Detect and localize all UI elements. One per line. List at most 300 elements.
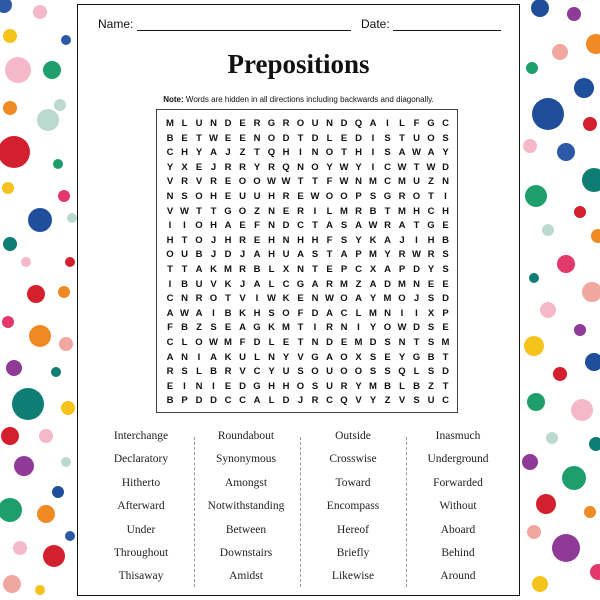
- grid-letter[interactable]: N: [181, 351, 188, 363]
- grid-letter[interactable]: I: [255, 293, 259, 305]
- grid-letter[interactable]: L: [355, 307, 362, 319]
- grid-letter[interactable]: S: [369, 191, 377, 202]
- grid-letter[interactable]: F: [254, 220, 260, 232]
- grid-letter[interactable]: D: [413, 264, 420, 275]
- grid-letter[interactable]: X: [282, 264, 290, 275]
- grid-letter[interactable]: H: [181, 147, 188, 159]
- grid-letter[interactable]: K: [369, 234, 377, 246]
- grid-letter[interactable]: O: [195, 191, 203, 202]
- grid-letter[interactable]: H: [442, 205, 449, 217]
- grid-letter[interactable]: Y: [166, 161, 174, 173]
- grid-letter[interactable]: T: [225, 293, 231, 305]
- grid-letter[interactable]: L: [268, 337, 275, 348]
- grid-letter[interactable]: I: [313, 322, 317, 334]
- grid-letter[interactable]: Y: [369, 395, 377, 407]
- grid-letter[interactable]: B: [210, 366, 217, 378]
- grid-letter[interactable]: S: [384, 337, 391, 348]
- grid-letter[interactable]: H: [427, 234, 435, 246]
- grid-letter[interactable]: S: [181, 191, 188, 202]
- grid-letter[interactable]: F: [413, 118, 420, 129]
- grid-letter[interactable]: C: [166, 147, 174, 159]
- grid-letter[interactable]: D: [311, 132, 319, 144]
- grid-letter[interactable]: M: [282, 322, 290, 334]
- grid-letter[interactable]: A: [340, 249, 348, 261]
- grid-letter[interactable]: A: [195, 264, 203, 275]
- grid-letter[interactable]: Z: [239, 147, 246, 159]
- grid-letter[interactable]: S: [384, 132, 391, 144]
- grid-letter[interactable]: R: [355, 205, 362, 217]
- grid-letter[interactable]: L: [268, 395, 275, 407]
- grid-letter[interactable]: E: [224, 191, 232, 202]
- grid-letter[interactable]: C: [239, 395, 246, 407]
- grid-letter[interactable]: R: [239, 234, 246, 246]
- grid-letter[interactable]: M: [166, 118, 174, 129]
- grid-letter[interactable]: V: [297, 351, 304, 363]
- grid-letter[interactable]: W: [426, 161, 436, 173]
- grid-letter[interactable]: S: [369, 366, 377, 378]
- grid-letter[interactable]: A: [355, 293, 362, 305]
- grid-letter[interactable]: O: [383, 322, 392, 334]
- grid-letter[interactable]: A: [326, 351, 333, 363]
- grid-letter[interactable]: E: [282, 337, 290, 348]
- grid-letter[interactable]: V: [355, 395, 362, 407]
- grid-letter[interactable]: Y: [398, 351, 406, 363]
- grid-letter[interactable]: I: [183, 380, 186, 392]
- grid-letter[interactable]: Y: [355, 234, 362, 246]
- grid-letter[interactable]: Y: [195, 147, 203, 159]
- grid-letter[interactable]: N: [268, 220, 275, 232]
- grid-letter[interactable]: W: [412, 249, 421, 261]
- grid-letter[interactable]: C: [253, 366, 261, 378]
- grid-letter[interactable]: Y: [253, 161, 261, 173]
- grid-letter[interactable]: U: [311, 118, 319, 129]
- grid-letter[interactable]: T: [210, 205, 217, 217]
- grid-letter[interactable]: T: [312, 176, 318, 188]
- grid-letter[interactable]: N: [195, 380, 203, 392]
- grid-letter[interactable]: T: [297, 176, 304, 188]
- grid-letter[interactable]: K: [224, 278, 232, 290]
- grid-letter[interactable]: E: [297, 293, 304, 305]
- grid-letter[interactable]: E: [224, 322, 232, 334]
- grid-letter[interactable]: T: [413, 161, 420, 173]
- grid-letter[interactable]: W: [397, 161, 407, 173]
- grid-letter[interactable]: V: [210, 278, 217, 290]
- grid-letter[interactable]: S: [427, 293, 435, 305]
- grid-letter[interactable]: L: [399, 118, 405, 129]
- grid-letter[interactable]: R: [268, 161, 275, 173]
- grid-letter[interactable]: W: [339, 161, 349, 173]
- grid-letter[interactable]: W: [180, 205, 189, 217]
- grid-letter[interactable]: Y: [384, 249, 391, 261]
- grid-letter[interactable]: C: [384, 176, 391, 188]
- grid-letter[interactable]: A: [297, 249, 304, 261]
- grid-letter[interactable]: N: [297, 161, 304, 173]
- grid-letter[interactable]: J: [210, 249, 217, 261]
- grid-letter[interactable]: A: [210, 351, 217, 363]
- grid-letter[interactable]: Z: [355, 278, 362, 290]
- date-field[interactable]: [361, 17, 501, 31]
- grid-letter[interactable]: D: [253, 337, 261, 348]
- grid-letter[interactable]: U: [282, 249, 290, 261]
- grid-letter[interactable]: B: [442, 234, 449, 246]
- grid-letter[interactable]: V: [166, 176, 174, 188]
- grid-letter[interactable]: T: [297, 322, 304, 334]
- grid-letter[interactable]: A: [398, 147, 406, 159]
- grid-letter[interactable]: L: [268, 264, 275, 275]
- grid-letter[interactable]: E: [195, 161, 203, 173]
- grid-letter[interactable]: G: [427, 220, 435, 232]
- grid-letter[interactable]: L: [413, 366, 420, 378]
- grid-letter[interactable]: J: [225, 147, 231, 159]
- grid-letter[interactable]: Q: [282, 161, 290, 173]
- grid-letter[interactable]: O: [267, 132, 276, 144]
- grid-letter[interactable]: Z: [196, 322, 202, 334]
- grid-letter[interactable]: W: [281, 176, 291, 188]
- grid-letter[interactable]: F: [326, 234, 333, 246]
- grid-letter[interactable]: N: [311, 293, 319, 305]
- grid-letter[interactable]: H: [253, 307, 261, 319]
- grid-letter[interactable]: T: [384, 205, 391, 217]
- grid-letter[interactable]: E: [427, 278, 435, 290]
- grid-letter[interactable]: B: [166, 395, 174, 407]
- grid-letter[interactable]: Z: [428, 380, 434, 392]
- grid-letter[interactable]: I: [357, 322, 360, 334]
- grid-letter[interactable]: E: [166, 380, 174, 392]
- grid-letter[interactable]: H: [268, 191, 275, 202]
- grid-letter[interactable]: O: [311, 366, 319, 378]
- grid-letter[interactable]: D: [311, 307, 319, 319]
- grid-letter[interactable]: S: [268, 307, 275, 319]
- grid-letter[interactable]: R: [326, 322, 333, 334]
- grid-letter[interactable]: T: [196, 132, 202, 144]
- grid-letter[interactable]: O: [325, 147, 334, 159]
- grid-letter[interactable]: V: [166, 205, 174, 217]
- grid-letter[interactable]: H: [224, 234, 232, 246]
- grid-letter[interactable]: P: [181, 395, 188, 407]
- grid-letter[interactable]: R: [398, 191, 406, 202]
- grid-letter[interactable]: S: [442, 264, 449, 275]
- grid-letter[interactable]: S: [384, 147, 391, 159]
- grid-letter[interactable]: T: [167, 264, 173, 275]
- grid-letter[interactable]: N: [355, 176, 362, 188]
- grid-letter[interactable]: A: [253, 395, 261, 407]
- grid-letter[interactable]: O: [195, 337, 203, 348]
- grid-letter[interactable]: Z: [428, 176, 434, 188]
- grid-letter[interactable]: P: [355, 191, 362, 202]
- grid-letter[interactable]: B: [224, 307, 232, 319]
- grid-letter[interactable]: U: [413, 132, 420, 144]
- grid-letter[interactable]: H: [268, 380, 275, 392]
- grid-letter[interactable]: I: [212, 380, 215, 392]
- grid-letter[interactable]: R: [297, 205, 304, 217]
- grid-letter[interactable]: K: [268, 322, 275, 334]
- grid-letter[interactable]: C: [384, 161, 391, 173]
- grid-letter[interactable]: E: [297, 191, 304, 202]
- grid-letter[interactable]: J: [210, 161, 217, 173]
- grid-letter[interactable]: N: [297, 264, 304, 275]
- grid-letter[interactable]: D: [282, 395, 290, 407]
- grid-letter[interactable]: L: [268, 278, 275, 290]
- grid-letter[interactable]: A: [224, 220, 232, 232]
- grid-letter[interactable]: L: [326, 132, 333, 144]
- grid-letter[interactable]: G: [383, 191, 392, 202]
- grid-letter[interactable]: N: [268, 351, 275, 363]
- grid-letter[interactable]: I: [415, 307, 418, 319]
- grid-letter[interactable]: L: [181, 118, 188, 129]
- grid-letter[interactable]: S: [297, 366, 304, 378]
- grid-letter[interactable]: A: [384, 264, 391, 275]
- grid-letter[interactable]: W: [310, 191, 320, 202]
- grid-letter[interactable]: N: [166, 191, 174, 202]
- grid-letter[interactable]: U: [195, 278, 203, 290]
- grid-letter[interactable]: E: [224, 132, 232, 144]
- grid-letter[interactable]: T: [297, 337, 304, 348]
- grid-letter[interactable]: X: [355, 351, 362, 363]
- grid-letter[interactable]: W: [209, 337, 218, 348]
- grid-letter[interactable]: O: [282, 307, 290, 319]
- grid-letter[interactable]: N: [210, 118, 217, 129]
- grid-letter[interactable]: H: [297, 234, 304, 246]
- grid-letter[interactable]: M: [398, 205, 406, 217]
- grid-letter[interactable]: O: [340, 366, 348, 378]
- grid-letter[interactable]: M: [369, 249, 377, 261]
- grid-letter[interactable]: I: [400, 307, 404, 319]
- grid-letter[interactable]: U: [195, 118, 203, 129]
- grid-letter[interactable]: Q: [267, 147, 276, 159]
- grid-letter[interactable]: F: [297, 307, 304, 319]
- grid-letter[interactable]: R: [427, 249, 435, 261]
- grid-letter[interactable]: T: [413, 220, 420, 232]
- grid-letter[interactable]: O: [412, 191, 421, 202]
- grid-letter[interactable]: K: [282, 293, 290, 305]
- grid-letter[interactable]: I: [197, 351, 201, 363]
- grid-letter[interactable]: R: [326, 278, 333, 290]
- grid-letter[interactable]: X: [181, 161, 188, 173]
- grid-letter[interactable]: A: [427, 147, 435, 159]
- grid-letter[interactable]: G: [311, 351, 319, 363]
- grid-letter[interactable]: N: [311, 337, 319, 348]
- grid-letter[interactable]: H: [413, 205, 420, 217]
- grid-letter[interactable]: M: [383, 293, 392, 305]
- grid-letter[interactable]: S: [181, 366, 188, 378]
- grid-letter[interactable]: E: [340, 337, 348, 348]
- grid-letter[interactable]: D: [355, 132, 362, 144]
- grid-letter[interactable]: S: [384, 366, 391, 378]
- grid-letter[interactable]: M: [369, 380, 377, 392]
- grid-letter[interactable]: A: [326, 220, 333, 232]
- grid-letter[interactable]: D: [413, 322, 420, 334]
- grid-letter[interactable]: D: [369, 337, 377, 348]
- grid-letter[interactable]: A: [166, 307, 174, 319]
- grid-letter[interactable]: L: [181, 337, 188, 348]
- grid-letter[interactable]: A: [384, 234, 391, 246]
- grid-letter[interactable]: A: [311, 278, 319, 290]
- grid-letter[interactable]: R: [282, 191, 290, 202]
- grid-letter[interactable]: M: [340, 205, 348, 217]
- grid-letter[interactable]: O: [195, 220, 203, 232]
- grid-letter[interactable]: K: [224, 351, 232, 363]
- grid-letter[interactable]: T: [312, 220, 318, 232]
- grid-letter[interactable]: R: [398, 249, 406, 261]
- grid-letter[interactable]: S: [427, 322, 435, 334]
- grid-letter[interactable]: L: [196, 366, 202, 378]
- grid-letter[interactable]: Y: [268, 366, 275, 378]
- grid-letter[interactable]: I: [212, 307, 215, 319]
- grid-letter[interactable]: C: [282, 278, 290, 290]
- grid-letter[interactable]: T: [254, 147, 260, 159]
- grid-letter[interactable]: J: [239, 278, 246, 290]
- grid-letter[interactable]: N: [340, 322, 348, 334]
- grid-letter[interactable]: C: [166, 337, 174, 348]
- grid-letter[interactable]: E: [384, 351, 391, 363]
- grid-letter[interactable]: L: [254, 351, 260, 363]
- grid-letter[interactable]: E: [340, 132, 348, 144]
- grid-letter[interactable]: S: [340, 234, 348, 246]
- grid-letter[interactable]: E: [239, 220, 246, 232]
- grid-letter[interactable]: C: [442, 395, 449, 407]
- grid-letter[interactable]: O: [166, 249, 174, 261]
- grid-letter[interactable]: U: [181, 249, 188, 261]
- grid-letter[interactable]: W: [267, 176, 276, 188]
- grid-letter[interactable]: R: [210, 176, 217, 188]
- grid-letter[interactable]: I: [299, 147, 302, 159]
- grid-letter[interactable]: R: [195, 293, 203, 305]
- grid-letter[interactable]: N: [384, 307, 391, 319]
- grid-letter[interactable]: E: [253, 234, 261, 246]
- grid-letter[interactable]: G: [253, 322, 261, 334]
- grid-letter[interactable]: N: [181, 293, 188, 305]
- grid-letter[interactable]: H: [311, 234, 319, 246]
- grid-letter[interactable]: A: [369, 278, 377, 290]
- grid-letter[interactable]: O: [296, 118, 305, 129]
- grid-letter[interactable]: O: [427, 132, 435, 144]
- grid-letter[interactable]: N: [268, 205, 275, 217]
- grid-letter[interactable]: G: [296, 278, 305, 290]
- grid-letter[interactable]: A: [398, 220, 406, 232]
- date-line[interactable]: [393, 19, 501, 31]
- grid-letter[interactable]: R: [311, 395, 319, 407]
- grid-letter[interactable]: E: [239, 132, 246, 144]
- grid-letter[interactable]: Y: [282, 351, 290, 363]
- grid-letter[interactable]: D: [442, 366, 449, 378]
- grid-letter[interactable]: N: [253, 132, 261, 144]
- grid-letter[interactable]: D: [282, 220, 290, 232]
- grid-letter[interactable]: T: [297, 132, 304, 144]
- grid-letter[interactable]: W: [397, 322, 407, 334]
- grid-letter[interactable]: S: [340, 220, 348, 232]
- grid-letter[interactable]: H: [268, 249, 275, 261]
- grid-letter[interactable]: U: [239, 191, 246, 202]
- grid-letter[interactable]: M: [369, 176, 377, 188]
- grid-letter[interactable]: R: [224, 366, 232, 378]
- grid-letter[interactable]: M: [398, 278, 406, 290]
- grid-letter[interactable]: H: [355, 147, 362, 159]
- grid-letter[interactable]: H: [268, 234, 275, 246]
- grid-letter[interactable]: S: [442, 249, 449, 261]
- grid-letter[interactable]: J: [399, 234, 405, 246]
- grid-letter[interactable]: F: [239, 337, 246, 348]
- grid-letter[interactable]: A: [210, 147, 217, 159]
- grid-letter[interactable]: S: [427, 337, 435, 348]
- grid-letter[interactable]: A: [355, 220, 362, 232]
- grid-letter[interactable]: O: [253, 176, 261, 188]
- grid-letter[interactable]: D: [442, 293, 449, 305]
- grid-letter[interactable]: J: [297, 395, 304, 407]
- grid-letter[interactable]: B: [427, 351, 435, 363]
- grid-letter[interactable]: L: [399, 380, 405, 392]
- grid-letter[interactable]: R: [384, 220, 391, 232]
- grid-letter[interactable]: Z: [254, 205, 260, 217]
- grid-letter[interactable]: M: [369, 307, 377, 319]
- name-line[interactable]: [137, 19, 351, 31]
- grid-letter[interactable]: M: [224, 337, 232, 348]
- grid-letter[interactable]: D: [384, 278, 391, 290]
- grid-letter[interactable]: C: [340, 307, 348, 319]
- grid-letter[interactable]: U: [326, 380, 333, 392]
- grid-letter[interactable]: B: [195, 249, 203, 261]
- grid-letter[interactable]: T: [181, 264, 188, 275]
- grid-letter[interactable]: J: [413, 293, 420, 305]
- grid-letter[interactable]: O: [209, 293, 218, 305]
- grid-letter[interactable]: I: [371, 147, 375, 159]
- grid-letter[interactable]: D: [282, 132, 290, 144]
- grid-letter[interactable]: N: [311, 147, 319, 159]
- grid-letter[interactable]: V: [239, 293, 246, 305]
- grid-letter[interactable]: O: [195, 234, 203, 246]
- grid-letter[interactable]: D: [442, 161, 449, 173]
- grid-letter[interactable]: M: [354, 337, 363, 348]
- grid-letter[interactable]: Q: [354, 118, 363, 129]
- grid-letter[interactable]: A: [253, 278, 261, 290]
- name-field[interactable]: [98, 17, 351, 31]
- grid-letter[interactable]: P: [398, 264, 406, 275]
- grid-letter[interactable]: R: [239, 264, 246, 275]
- grid-letter[interactable]: C: [166, 293, 174, 305]
- grid-letter[interactable]: C: [442, 118, 449, 129]
- grid-letter[interactable]: T: [428, 191, 434, 202]
- grid-letter[interactable]: C: [355, 264, 362, 275]
- grid-letter[interactable]: E: [239, 118, 246, 129]
- grid-letter[interactable]: I: [444, 191, 447, 202]
- grid-letter[interactable]: R: [224, 161, 232, 173]
- grid-letter[interactable]: R: [253, 118, 261, 129]
- grid-letter[interactable]: W: [267, 293, 276, 305]
- grid-letter[interactable]: T: [442, 351, 449, 363]
- grid-letter[interactable]: N: [442, 176, 449, 188]
- grid-letter[interactable]: D: [326, 337, 333, 348]
- grid-letter[interactable]: M: [224, 264, 232, 275]
- grid-letter[interactable]: B: [369, 205, 377, 217]
- grid-letter[interactable]: R: [181, 176, 188, 188]
- grid-letter[interactable]: Q: [340, 395, 348, 407]
- grid-letter[interactable]: G: [412, 351, 421, 363]
- grid-letter[interactable]: E: [224, 380, 232, 392]
- grid-letter[interactable]: P: [442, 307, 449, 319]
- grid-letter[interactable]: G: [267, 118, 276, 129]
- grid-letter[interactable]: A: [253, 249, 261, 261]
- grid-letter[interactable]: V: [398, 395, 406, 407]
- grid-letter[interactable]: S: [311, 380, 319, 392]
- grid-letter[interactable]: B: [253, 264, 261, 275]
- grid-letter[interactable]: D: [239, 380, 246, 392]
- grid-letter[interactable]: W: [325, 293, 334, 305]
- grid-letter[interactable]: S: [210, 322, 217, 334]
- grid-letter[interactable]: O: [354, 366, 363, 378]
- grid-letter[interactable]: H: [210, 220, 217, 232]
- grid-letter[interactable]: F: [167, 322, 173, 334]
- grid-letter[interactable]: Y: [326, 161, 333, 173]
- grid-letter[interactable]: E: [224, 176, 232, 188]
